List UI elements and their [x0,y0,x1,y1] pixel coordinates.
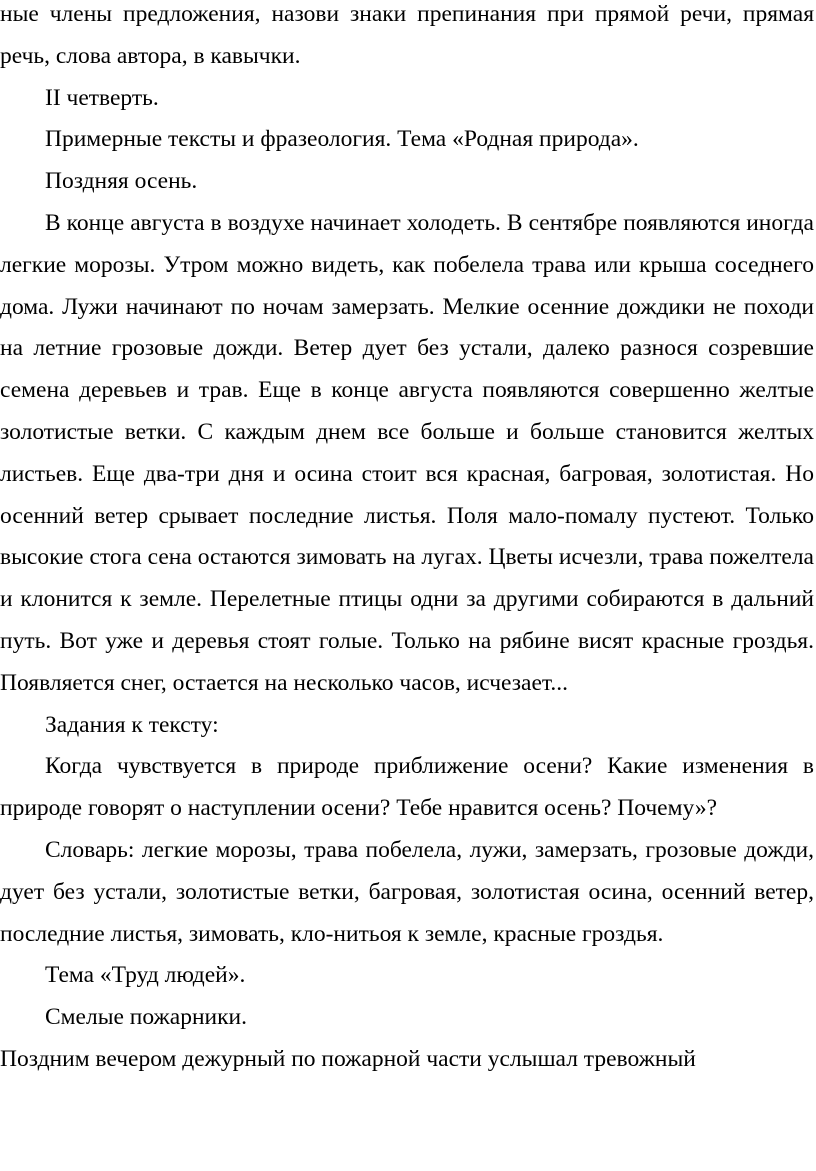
vocabulary-paragraph: Словарь: легкие морозы, трава побелела, лужи, замерзать, грозовые дожди, дует без устали, золотистые ветки, багровая, золотистая осина, осенний ветер, последние листья, зимовать, кло-нитьоя к земле, красные гроздья. [0,836,814,947]
firefighters-text-start: Поздним вечером дежурный по пожарной части услышал тревожный [0,1045,696,1072]
tasks-questions: Когда чувствуется в природе приближение осени? Какие изменения в природе говорят о наступлении осени? Тебе нравится осень? Почему»? [0,753,814,822]
section-heading-native-nature: Примерные тексты и фразеология. Тема «Родная природа». [45,126,639,153]
paragraph-continuation: ные члены предложения, назови знаки препинания при прямой речи, прямая речь, слова автора, в кавычки. [0,1,814,69]
tasks-heading: Задания к тексту: [45,711,219,738]
section-heading-people-work: Тема «Труд людей». [45,962,246,989]
text-title-late-autumn: Поздняя осень. [45,168,198,195]
text-title-brave-firefighters: Смелые пожарники. [45,1004,247,1031]
late-autumn-text: В конце августа в воздухе начинает холодеть. В сентябре появляются иногда легкие морозы. Утром можно видеть, как побелела трава или крыша соседнего дома. Лужи начинают по ночам замерзать. Мелкие осенние дождики не походи на летние грозовые дожди. Ветер дует без устали, далеко разнося созревшие семена деревьев и трав. Еще в конце августа появляются совершенно желтые золотистые ветки. С каждым днем все больше и больше становится желтых листьев. Еще два-три дня и осина стоит вся красная, багровая, золотистая. Но осенний ветер срывает последние листья. Поля мало-помалу пустеют. Только высокие стога сена остаются зимовать на лугах. Цветы исчезли, трава пожелтела и клонится к земле. Перелетные птицы одни за другими собираются в дальний путь. Вот уже и деревья стоят голые. Только на рябине висят красные гроздья. Появляется снег, остается на несколько часов, исчезает... [0,209,814,696]
quarter-heading: II четверть. [45,84,159,111]
